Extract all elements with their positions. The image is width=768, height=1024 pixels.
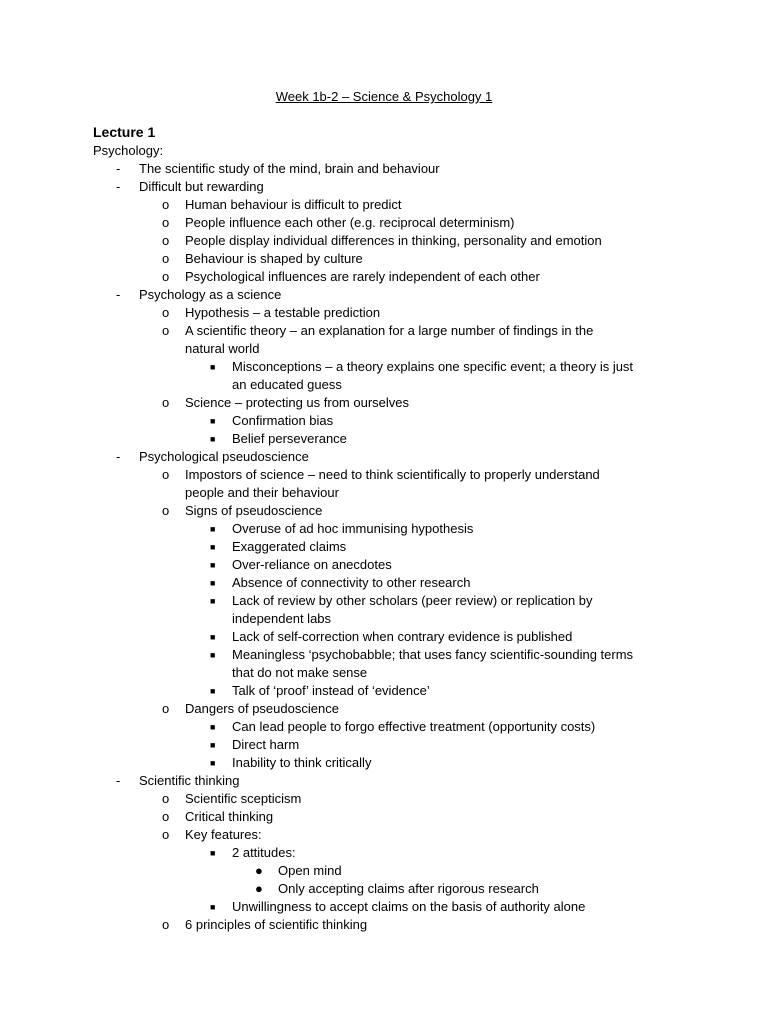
outline-item-text: 2 attitudes: — [232, 845, 296, 860]
outline-item — [0, 772, 768, 790]
outline-item-text: Signs of pseudoscience — [185, 503, 323, 518]
square-bullet-icon: ■ — [210, 650, 216, 660]
outline-item — [0, 502, 768, 520]
circle-bullet-icon: o — [162, 467, 170, 482]
outline-item — [0, 178, 768, 196]
outline-item-continuation — [0, 664, 768, 682]
document-title: Week 1b-2 – Science & Psychology 1 — [275, 89, 493, 104]
outline-item — [0, 358, 768, 376]
square-bullet-icon: ■ — [210, 722, 216, 732]
outline-item — [0, 556, 768, 574]
dash-bullet-icon: - — [116, 287, 121, 302]
square-bullet-icon: ■ — [210, 686, 216, 696]
outline-item-text: Talk of ‘proof’ instead of ‘evidence’ — [232, 683, 430, 698]
outline-item-continuation — [0, 610, 768, 628]
outline-item — [0, 754, 768, 772]
outline-item-text: Psychology as a science — [139, 287, 282, 302]
outline-item — [0, 880, 768, 898]
outline-item-text: The scientific study of the mind, brain and behaviour — [139, 161, 440, 176]
square-bullet-icon: ■ — [210, 632, 216, 642]
outline-item-text: Unwillingness to accept claims on the basis of authority alone — [232, 899, 586, 914]
outline-item — [0, 736, 768, 754]
outline-item-text: Open mind — [278, 863, 342, 878]
outline-item-text: Absence of connectivity to other research — [232, 575, 471, 590]
outline-item-text: Key features: — [185, 827, 262, 842]
outline-item-text: Overuse of ad hoc immunising hypothesis — [232, 521, 474, 536]
outline-item-text: Exaggerated claims — [232, 539, 347, 554]
outline-item-text: an educated guess — [232, 377, 342, 392]
lecture-outline — [0, 142, 768, 934]
outline-item-text: people and their behaviour — [185, 485, 339, 500]
outline-item — [0, 862, 768, 880]
circle-bullet-icon: o — [162, 827, 170, 842]
outline-item — [0, 700, 768, 718]
square-bullet-icon: ■ — [210, 362, 216, 372]
outline-item — [0, 574, 768, 592]
outline-item-text: 6 principles of scientific thinking — [185, 917, 368, 932]
circle-bullet-icon: o — [162, 197, 170, 212]
outline-item — [0, 196, 768, 214]
outline-item-text: Belief perseverance — [232, 431, 347, 446]
outline-item-text: Misconceptions – a theory explains one specific event; a theory is just — [232, 359, 634, 374]
outline-item — [0, 322, 768, 340]
square-bullet-icon: ■ — [210, 434, 216, 444]
outline-item — [0, 142, 768, 160]
square-bullet-icon: ■ — [210, 902, 216, 912]
outline-item-text: Psychological pseudoscience — [139, 449, 309, 464]
outline-item-text: Inability to think critically — [232, 755, 372, 770]
outline-item — [0, 520, 768, 538]
outline-item-text: Lack of review by other scholars (peer review) or replication by — [232, 593, 593, 608]
dash-bullet-icon: - — [116, 449, 121, 464]
outline-item-text: Lack of self-correction when contrary evidence is published — [232, 629, 573, 644]
square-bullet-icon: ■ — [210, 578, 216, 588]
outline-item-text: Dangers of pseudoscience — [185, 701, 339, 716]
outline-item-text: Scientific thinking — [139, 773, 240, 788]
circle-bullet-icon: o — [162, 917, 170, 932]
outline-item-continuation — [0, 376, 768, 394]
square-bullet-icon: ■ — [210, 524, 216, 534]
outline-item-text: A scientific theory – an explanation for a large number of findings in the — [185, 323, 594, 338]
outline-item-text: People display individual differences in thinking, personality and emotion — [185, 233, 602, 248]
outline-item-text: Scientific scepticism — [185, 791, 302, 806]
square-bullet-icon: ■ — [210, 596, 216, 606]
circle-bullet-icon: o — [162, 233, 170, 248]
square-bullet-icon: ■ — [210, 542, 216, 552]
circle-bullet-icon: o — [162, 701, 170, 716]
outline-item — [0, 430, 768, 448]
outline-item-text: Psychology: — [93, 143, 164, 158]
outline-item — [0, 826, 768, 844]
dash-bullet-icon: - — [116, 179, 121, 194]
outline-item-text: Impostors of science – need to think scientifically to properly understand — [185, 467, 600, 482]
dash-bullet-icon: - — [116, 773, 121, 788]
outline-item — [0, 592, 768, 610]
circle-bullet-icon: o — [162, 251, 170, 266]
outline-item-continuation — [0, 484, 768, 502]
outline-item — [0, 790, 768, 808]
outline-item-text: Can lead people to forgo effective treatment (opportunity costs) — [232, 719, 596, 734]
outline-item — [0, 682, 768, 700]
outline-item-text: Hypothesis – a testable prediction — [185, 305, 381, 320]
outline-item — [0, 844, 768, 862]
outline-item — [0, 628, 768, 646]
circle-bullet-icon: o — [162, 305, 170, 320]
circle-bullet-icon: o — [162, 323, 170, 338]
square-bullet-icon: ■ — [210, 740, 216, 750]
dot-bullet-icon: ● — [255, 863, 263, 878]
outline-item — [0, 466, 768, 484]
outline-item-text: independent labs — [232, 611, 332, 626]
square-bullet-icon: ■ — [210, 560, 216, 570]
outline-item-text: Only accepting claims after rigorous research — [278, 881, 539, 896]
lecture-heading: Lecture 1 — [93, 124, 156, 140]
outline-item — [0, 718, 768, 736]
outline-item — [0, 394, 768, 412]
outline-item — [0, 448, 768, 466]
circle-bullet-icon: o — [162, 809, 170, 824]
outline-item-text: Direct harm — [232, 737, 300, 752]
outline-item-text: that do not make sense — [232, 665, 368, 680]
outline-item — [0, 286, 768, 304]
dash-bullet-icon: - — [116, 161, 121, 176]
outline-item — [0, 160, 768, 178]
outline-item-text: Confirmation bias — [232, 413, 334, 428]
outline-item — [0, 304, 768, 322]
outline-item — [0, 250, 768, 268]
outline-item-text: Difficult but rewarding — [139, 179, 264, 194]
square-bullet-icon: ■ — [210, 848, 216, 858]
outline-item — [0, 214, 768, 232]
outline-item — [0, 268, 768, 286]
dot-bullet-icon: ● — [255, 881, 263, 896]
square-bullet-icon: ■ — [210, 758, 216, 768]
outline-item-continuation — [0, 340, 768, 358]
circle-bullet-icon: o — [162, 215, 170, 230]
outline-item-text: Critical thinking — [185, 809, 274, 824]
outline-item-text: Over-reliance on anecdotes — [232, 557, 392, 572]
outline-item-text: Human behaviour is difficult to predict — [185, 197, 402, 212]
circle-bullet-icon: o — [162, 395, 170, 410]
outline-item — [0, 808, 768, 826]
circle-bullet-icon: o — [162, 503, 170, 518]
square-bullet-icon: ■ — [210, 416, 216, 426]
outline-item — [0, 646, 768, 664]
outline-item-text: Science – protecting us from ourselves — [185, 395, 409, 410]
outline-item-text: natural world — [185, 341, 260, 356]
outline-item — [0, 916, 768, 934]
outline-item — [0, 232, 768, 250]
outline-item — [0, 898, 768, 916]
outline-item — [0, 538, 768, 556]
outline-item-text: Psychological influences are rarely independent of each other — [185, 269, 540, 284]
outline-item-text: People influence each other (e.g. reciprocal determinism) — [185, 215, 515, 230]
circle-bullet-icon: o — [162, 269, 170, 284]
outline-item — [0, 412, 768, 430]
circle-bullet-icon: o — [162, 791, 170, 806]
outline-item-text: Behaviour is shaped by culture — [185, 251, 363, 266]
outline-item-text: Meaningless ‘psychobabble; that uses fancy scientific-sounding terms — [232, 647, 634, 662]
